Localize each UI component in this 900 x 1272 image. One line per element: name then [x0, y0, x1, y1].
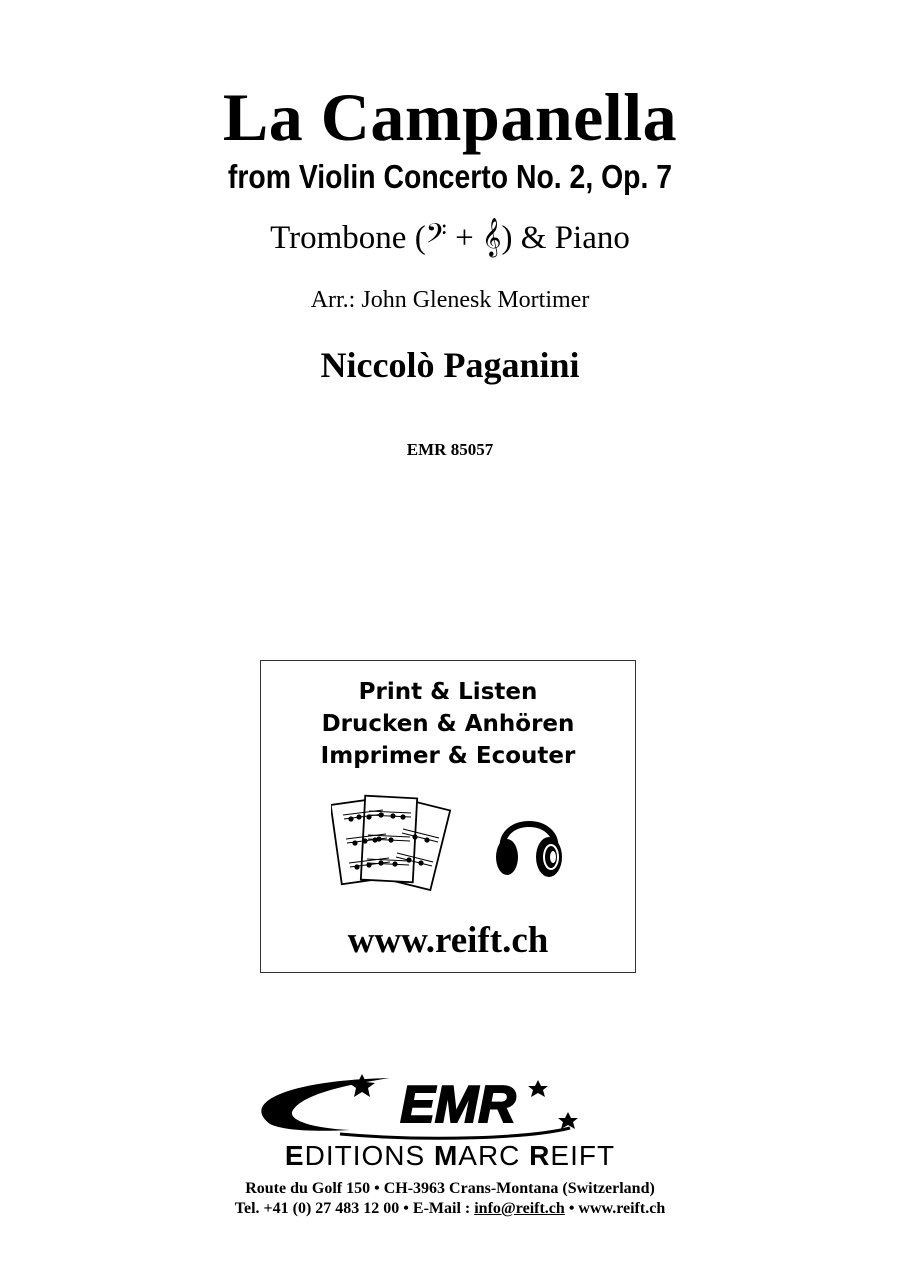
arranger: Arr.: John Glenesk Mortimer — [310, 287, 590, 313]
promo-line-english: Print & Listen — [358, 679, 538, 705]
headphones-icon — [493, 801, 565, 885]
email-link[interactable]: info@reift.ch — [474, 1200, 565, 1217]
publisher-name: EDITIONS MARC REIFT — [284, 1140, 616, 1171]
publisher-address: Route du Golf 150 • CH-3963 Crans-Montana (Switzerland) — [245, 1180, 655, 1197]
promo-line-french: Imprimer & Ecouter — [320, 743, 576, 769]
catalog-number: EMR 85057 — [406, 440, 494, 459]
sheet-music-icon — [331, 793, 471, 893]
subtitle: from Violin Concerto No. 2, Op. 7 — [227, 158, 673, 195]
emr-logo-icon — [230, 1072, 670, 1142]
promo-website[interactable]: www.reift.ch — [347, 920, 549, 961]
publisher-contact: Tel. +41 (0) 27 483 12 00 • E-Mail : info@reift.ch • www.reift.ch — [234, 1200, 666, 1217]
instrumentation: Trombone (𝄢 + 𝄞) & Piano — [270, 220, 630, 256]
promo-line-german: Drucken & Anhören — [321, 711, 575, 737]
print-listen-box — [260, 660, 636, 973]
page-title: La Campanella — [222, 79, 678, 155]
composer: Niccolò Paganini — [320, 345, 580, 385]
logo-text: EMR — [400, 1076, 516, 1134]
